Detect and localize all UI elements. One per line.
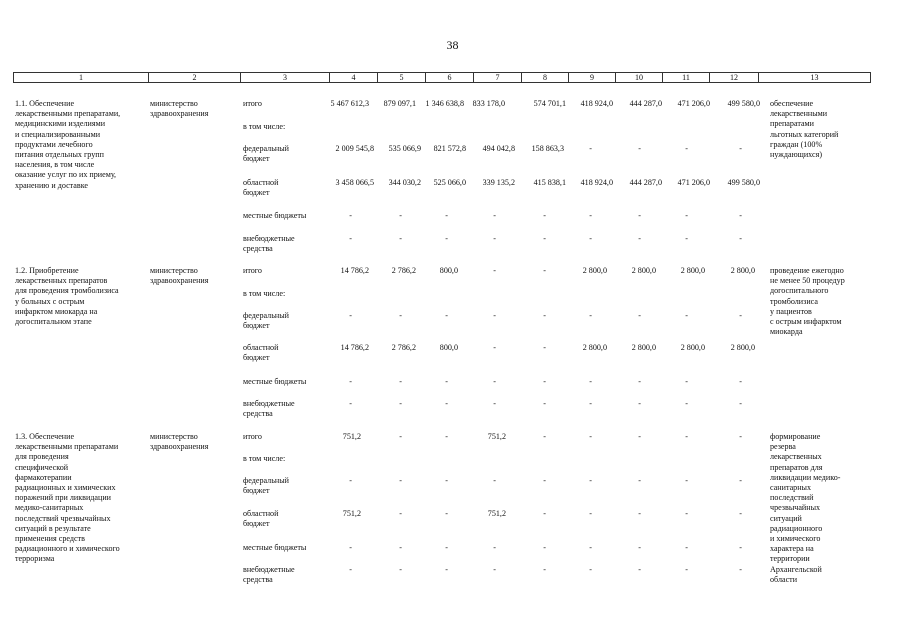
value-cell: -	[349, 399, 352, 408]
value-cell: -	[445, 234, 448, 243]
value-cell: -	[543, 509, 546, 518]
value-cell: 751,2	[487, 432, 506, 441]
value-cell: -	[589, 476, 592, 485]
row-label: местные бюджеты	[243, 377, 307, 386]
measure-name: 1.1. Обеспечение лекарственными препаратами, медицинскими изделиями и специализированными продуктами лечебного питания отдельных групп населения, в том числе оказание услуг по их приему, хранению и доставке	[15, 99, 121, 190]
value-cell: -	[543, 311, 546, 320]
value-cell: 2 800,0	[730, 266, 755, 275]
value-cell: 444 287,0	[629, 178, 662, 187]
value-cell: 344 030,2	[388, 178, 421, 187]
value-cell: -	[739, 565, 742, 574]
value-cell: 418 924,0	[580, 178, 613, 187]
value-cell: 471 206,0	[677, 178, 710, 187]
value-cell: 499 580,0	[727, 178, 760, 187]
value-cell: 535 066,9	[388, 144, 421, 153]
value-cell: 800,0	[439, 266, 458, 275]
value-cell: -	[685, 432, 688, 441]
executor: министерство здравоохранения	[150, 99, 209, 119]
row-label: в том числе:	[243, 122, 286, 131]
value-cell: 1 346 638,8	[425, 99, 464, 108]
value-cell: 800,0	[439, 343, 458, 352]
value-cell: -	[445, 565, 448, 574]
value-cell: -	[589, 399, 592, 408]
value-cell: -	[399, 476, 402, 485]
row-label: итого	[243, 266, 262, 275]
expected-result: проведение ежегодно не менее 50 процедур догоспитального тромболизиса у пациентов с острым инфарктом миокарда	[770, 266, 845, 337]
value-cell: 2 800,0	[631, 266, 656, 275]
value-cell: -	[739, 211, 742, 220]
value-cell: -	[739, 144, 742, 153]
expected-result: формирование резерва лекарственных препаратов для ликвидации медико- санитарных последствий чрезвычайных ситуаций радиационного и химического характера на территории Архангельской области	[770, 432, 841, 584]
value-cell: -	[739, 432, 742, 441]
value-cell: -	[739, 234, 742, 243]
value-cell: -	[638, 565, 641, 574]
value-cell: -	[445, 543, 448, 552]
value-cell: 2 800,0	[631, 343, 656, 352]
value-cell: -	[445, 399, 448, 408]
value-cell: 2 786,2	[391, 266, 416, 275]
value-cell: -	[685, 144, 688, 153]
value-cell: -	[493, 234, 496, 243]
value-cell: -	[349, 211, 352, 220]
value-cell: -	[543, 565, 546, 574]
value-cell: -	[399, 565, 402, 574]
value-cell: -	[399, 377, 402, 386]
value-cell: -	[493, 565, 496, 574]
value-cell: -	[493, 399, 496, 408]
value-cell: -	[445, 211, 448, 220]
value-cell: 418 924,0	[580, 99, 613, 108]
column-number: 4	[330, 73, 378, 83]
row-label: местные бюджеты	[243, 211, 307, 220]
column-number: 9	[569, 73, 616, 83]
column-number: 13	[759, 73, 871, 83]
value-cell: 339 135,2	[482, 178, 515, 187]
value-cell: -	[493, 266, 496, 275]
value-cell: -	[685, 399, 688, 408]
value-cell: 821 572,8	[433, 144, 466, 153]
column-number: 8	[522, 73, 569, 83]
value-cell: 2 800,0	[680, 343, 705, 352]
column-number-header	[13, 72, 871, 83]
value-cell: -	[349, 543, 352, 552]
value-cell: -	[445, 311, 448, 320]
value-cell: -	[493, 211, 496, 220]
value-cell: 494 042,8	[482, 144, 515, 153]
value-cell: 2 786,2	[391, 343, 416, 352]
value-cell: -	[445, 377, 448, 386]
value-cell: -	[685, 311, 688, 320]
column-number: 7	[474, 73, 522, 83]
row-label: областной бюджет	[243, 509, 279, 529]
page-number: 38	[446, 38, 459, 52]
value-cell: -	[493, 311, 496, 320]
value-cell: -	[589, 509, 592, 518]
value-cell: -	[739, 399, 742, 408]
row-label: местные бюджеты	[243, 543, 307, 552]
value-cell: -	[543, 476, 546, 485]
value-cell: -	[739, 377, 742, 386]
column-number: 11	[663, 73, 710, 83]
row-label: в том числе:	[243, 454, 286, 463]
value-cell: -	[638, 476, 641, 485]
value-cell: -	[493, 343, 496, 352]
value-cell: -	[493, 377, 496, 386]
value-cell: -	[493, 476, 496, 485]
value-cell: 3 458 066,5	[335, 178, 374, 187]
value-cell: -	[399, 234, 402, 243]
value-cell: -	[589, 211, 592, 220]
measure-name: 1.2. Приобретение лекарственных препаратов для проведения тромболизиса у больных с острым инфарктом миокарда на догоспитальном этапе	[15, 266, 119, 327]
value-cell: -	[739, 311, 742, 320]
column-number: 5	[378, 73, 426, 83]
value-cell: -	[589, 144, 592, 153]
value-cell: -	[685, 565, 688, 574]
value-cell: -	[638, 399, 641, 408]
value-cell: -	[543, 432, 546, 441]
column-number: 1	[14, 73, 149, 83]
column-number: 3	[241, 73, 330, 83]
row-label: внебюджетные средства	[243, 234, 295, 254]
value-cell: -	[685, 211, 688, 220]
value-cell: -	[638, 311, 641, 320]
value-cell: -	[638, 543, 641, 552]
value-cell: -	[739, 476, 742, 485]
value-cell: 499 580,0	[727, 99, 760, 108]
value-cell: 751,2	[342, 432, 361, 441]
value-cell: -	[685, 234, 688, 243]
value-cell: 833 178,0	[472, 99, 505, 108]
value-cell: 415 838,1	[533, 178, 566, 187]
value-cell: 14 786,2	[340, 343, 369, 352]
row-label: областной бюджет	[243, 343, 279, 363]
value-cell: -	[349, 377, 352, 386]
value-cell: -	[589, 432, 592, 441]
value-cell: 2 800,0	[582, 266, 607, 275]
row-label: федеральный бюджет	[243, 476, 289, 496]
row-label: внебюджетные средства	[243, 565, 295, 585]
value-cell: -	[399, 543, 402, 552]
value-cell: -	[399, 509, 402, 518]
value-cell: 751,2	[487, 509, 506, 518]
value-cell: 14 786,2	[340, 266, 369, 275]
row-label: федеральный бюджет	[243, 311, 289, 331]
value-cell: -	[739, 543, 742, 552]
row-label: областной бюджет	[243, 178, 279, 198]
value-cell: -	[638, 509, 641, 518]
value-cell: 525 066,0	[433, 178, 466, 187]
value-cell: -	[685, 476, 688, 485]
value-cell: -	[589, 311, 592, 320]
value-cell: -	[685, 377, 688, 386]
value-cell: -	[445, 432, 448, 441]
value-cell: -	[543, 266, 546, 275]
value-cell: 2 800,0	[582, 343, 607, 352]
value-cell: 2 800,0	[730, 343, 755, 352]
value-cell: -	[638, 211, 641, 220]
expected-result: обеспечение лекарственными препаратами льготных категорий граждан (100% нуждающихся)	[770, 99, 839, 160]
row-label: внебюджетные средства	[243, 399, 295, 419]
value-cell: 444 287,0	[629, 99, 662, 108]
row-label: федеральный бюджет	[243, 144, 289, 164]
value-cell: -	[589, 234, 592, 243]
value-cell: 158 863,3	[531, 144, 564, 153]
executor: министерство здравоохранения	[150, 432, 209, 452]
measure-name: 1.3. Обеспечение лекарственными препаратами для проведения специфической фармакотерапии радиационных и химических поражений при ликвидации медико-санитарных последствий чрезвычайных ситуаций в результате применения средств радиационного и химического терроризма	[15, 432, 120, 564]
value-cell: 2 009 545,8	[335, 144, 374, 153]
column-number: 2	[149, 73, 241, 83]
row-label: итого	[243, 99, 262, 108]
value-cell: -	[589, 543, 592, 552]
value-cell: -	[399, 211, 402, 220]
value-cell: -	[638, 234, 641, 243]
value-cell: 5 467 612,3	[330, 99, 369, 108]
value-cell: -	[543, 234, 546, 243]
value-cell: -	[445, 509, 448, 518]
row-label: в том числе:	[243, 289, 286, 298]
value-cell: -	[543, 377, 546, 386]
value-cell: -	[349, 565, 352, 574]
value-cell: -	[399, 399, 402, 408]
value-cell: -	[543, 211, 546, 220]
value-cell: -	[399, 432, 402, 441]
value-cell: -	[739, 509, 742, 518]
value-cell: -	[349, 311, 352, 320]
value-cell: -	[493, 543, 496, 552]
value-cell: -	[685, 543, 688, 552]
value-cell: 471 206,0	[677, 99, 710, 108]
value-cell: -	[349, 476, 352, 485]
column-number: 6	[426, 73, 474, 83]
value-cell: -	[543, 343, 546, 352]
row-label: итого	[243, 432, 262, 441]
value-cell: -	[349, 234, 352, 243]
value-cell: -	[543, 543, 546, 552]
value-cell: -	[399, 311, 402, 320]
value-cell: -	[589, 377, 592, 386]
value-cell: 879 097,1	[383, 99, 416, 108]
value-cell: -	[543, 399, 546, 408]
value-cell: 2 800,0	[680, 266, 705, 275]
value-cell: 574 701,1	[533, 99, 566, 108]
value-cell: -	[638, 377, 641, 386]
value-cell: 751,2	[342, 509, 361, 518]
executor: министерство здравоохранения	[150, 266, 209, 286]
column-number: 12	[710, 73, 759, 83]
value-cell: -	[685, 509, 688, 518]
value-cell: -	[638, 144, 641, 153]
value-cell: -	[589, 565, 592, 574]
value-cell: -	[445, 476, 448, 485]
column-number: 10	[616, 73, 663, 83]
value-cell: -	[638, 432, 641, 441]
